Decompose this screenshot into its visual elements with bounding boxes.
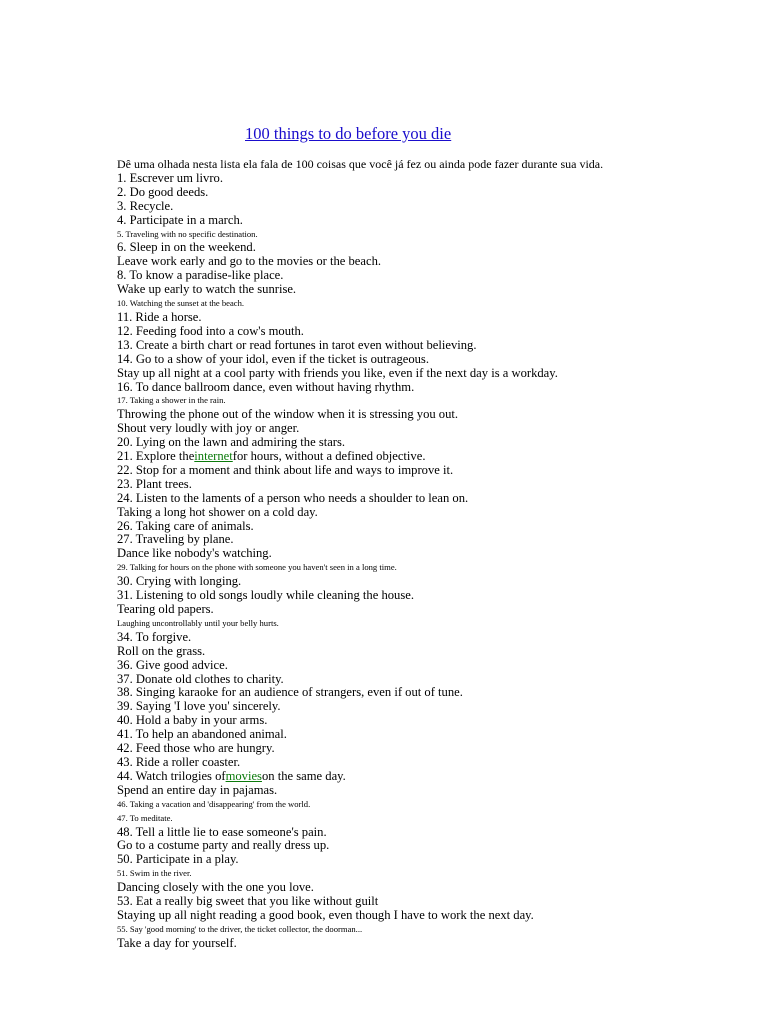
list-item: 27. Traveling by plane. xyxy=(117,532,234,547)
list-item: 2. Do good deeds. xyxy=(117,184,209,199)
list-item: Spend an entire day in pajamas. xyxy=(117,782,278,797)
list-item: 4. Participate in a march. xyxy=(117,212,243,227)
list-item: Wake up early to watch the sunrise. xyxy=(117,282,297,297)
content-body xyxy=(117,158,737,951)
list-item: 12. Feeding food into a cow's mouth. xyxy=(117,323,304,338)
list-item-text: for hours, without a defined objective. xyxy=(232,449,426,464)
list-item: 6. Sleep in on the weekend. xyxy=(117,240,256,255)
inline-link[interactable]: movies xyxy=(225,768,262,783)
list-item: 34. To forgive. xyxy=(117,629,192,644)
intro-text: Dê uma olhada nesta lista ela fala de 100 coisas que você já fez ou ainda pode fazer durante sua vida. xyxy=(117,157,604,171)
list-item xyxy=(117,770,737,784)
list-item: 39. Saying 'I love you' sincerely. xyxy=(117,699,281,714)
list-item: 23. Plant trees. xyxy=(117,476,192,491)
list-item: Go to a costume party and really dress up. xyxy=(117,838,330,853)
list-item: Taking a long hot shower on a cold day. xyxy=(117,504,318,519)
list-item: 24. Listen to the laments of a person who needs a shoulder to lean on. xyxy=(117,490,469,505)
list-item: 42. Feed those who are hungry. xyxy=(117,741,275,756)
list-item: 30. Crying with longing. xyxy=(117,574,242,589)
title-text: 100 things to do before you die xyxy=(245,124,452,143)
list-item-text: 21. Explore the xyxy=(117,449,195,464)
list-item: Tearing old papers. xyxy=(117,602,214,616)
list xyxy=(117,172,737,951)
list-item: Roll on the grass. xyxy=(117,643,206,658)
list-item: 17. Taking a shower in the rain. xyxy=(117,395,226,406)
list-item: Dance like nobody's watching. xyxy=(117,546,272,561)
list-item: 55. Say 'good morning' to the driver, the ticket collector, the doorman... xyxy=(117,923,363,934)
list-item: 1. Escrever um livro. xyxy=(117,170,223,185)
list-item: 48. Tell a little lie to ease someone's pain. xyxy=(117,824,327,839)
list-item: 41. To help an abandoned animal. xyxy=(117,727,287,742)
list-item: 38. Singing karaoke for an audience of strangers, even if out of tune. xyxy=(117,685,463,700)
list-item: Leave work early and go to the movies or the beach. xyxy=(117,254,382,269)
list-item: Take a day for yourself. xyxy=(117,935,237,950)
list-item: Laughing uncontrollably until your belly hurts. xyxy=(117,617,279,628)
list-item: 20. Lying on the lawn and admiring the stars. xyxy=(117,435,346,450)
list-item: 53. Eat a really big sweet that you like without guilt xyxy=(117,894,379,909)
list-item: 47. To meditate. xyxy=(117,812,173,823)
list-item: 11. Ride a horse. xyxy=(117,309,202,324)
list-item xyxy=(117,450,737,464)
list-item: 46. Taking a vacation and 'disappearing' from the world. xyxy=(117,798,311,809)
list-item: 40. Hold a baby in your arms. xyxy=(117,713,268,728)
list-item: 37. Donate old clothes to charity. xyxy=(117,671,284,686)
page-title-link[interactable] xyxy=(245,124,513,144)
list-item: 29. Talking for hours on the phone with someone you haven't seen in a long time. xyxy=(117,562,397,573)
list-item: Shout very loudly with joy or anger. xyxy=(117,421,300,436)
inline-link[interactable]: internet xyxy=(194,449,233,464)
list-item: 3. Recycle. xyxy=(117,198,174,213)
list-item: 31. Listening to old songs loudly while cleaning the house. xyxy=(117,588,414,603)
list-item: 26. Taking care of animals. xyxy=(117,518,254,533)
list-item: 22. Stop for a moment and think about life and ways to improve it. xyxy=(117,462,454,477)
list-item: 13. Create a birth chart or read fortunes in tarot even without believing. xyxy=(117,337,477,352)
list-item: 5. Traveling with no specific destination. xyxy=(117,228,258,239)
list-item: 16. To dance ballroom dance, even without having rhythm. xyxy=(117,379,415,394)
title-underline-pad xyxy=(451,124,513,144)
list-item: 50. Participate in a play. xyxy=(117,852,239,867)
list-item: 8. To know a paradise-like place. xyxy=(117,268,284,283)
list-item: Staying up all night reading a good book, even though I have to work the next day. xyxy=(117,907,534,922)
list-item: Dancing closely with the one you love. xyxy=(117,880,314,895)
list-item-text: 44. Watch trilogies of xyxy=(117,768,226,783)
list-item: 51. Swim in the river. xyxy=(117,868,192,879)
list-item: 10. Watching the sunset at the beach. xyxy=(117,298,245,309)
list-item: 14. Go to a show of your idol, even if the ticket is outrageous. xyxy=(117,351,429,366)
list-item: Stay up all night at a cool party with friends you like, even if the next day is a workday. xyxy=(117,365,558,380)
list-item: 43. Ride a roller coaster. xyxy=(117,754,241,769)
list-item: 36. Give good advice. xyxy=(117,657,228,672)
list-item-text: on the same day. xyxy=(261,768,346,783)
list-item: Throwing the phone out of the window when it is stressing you out. xyxy=(117,407,459,422)
